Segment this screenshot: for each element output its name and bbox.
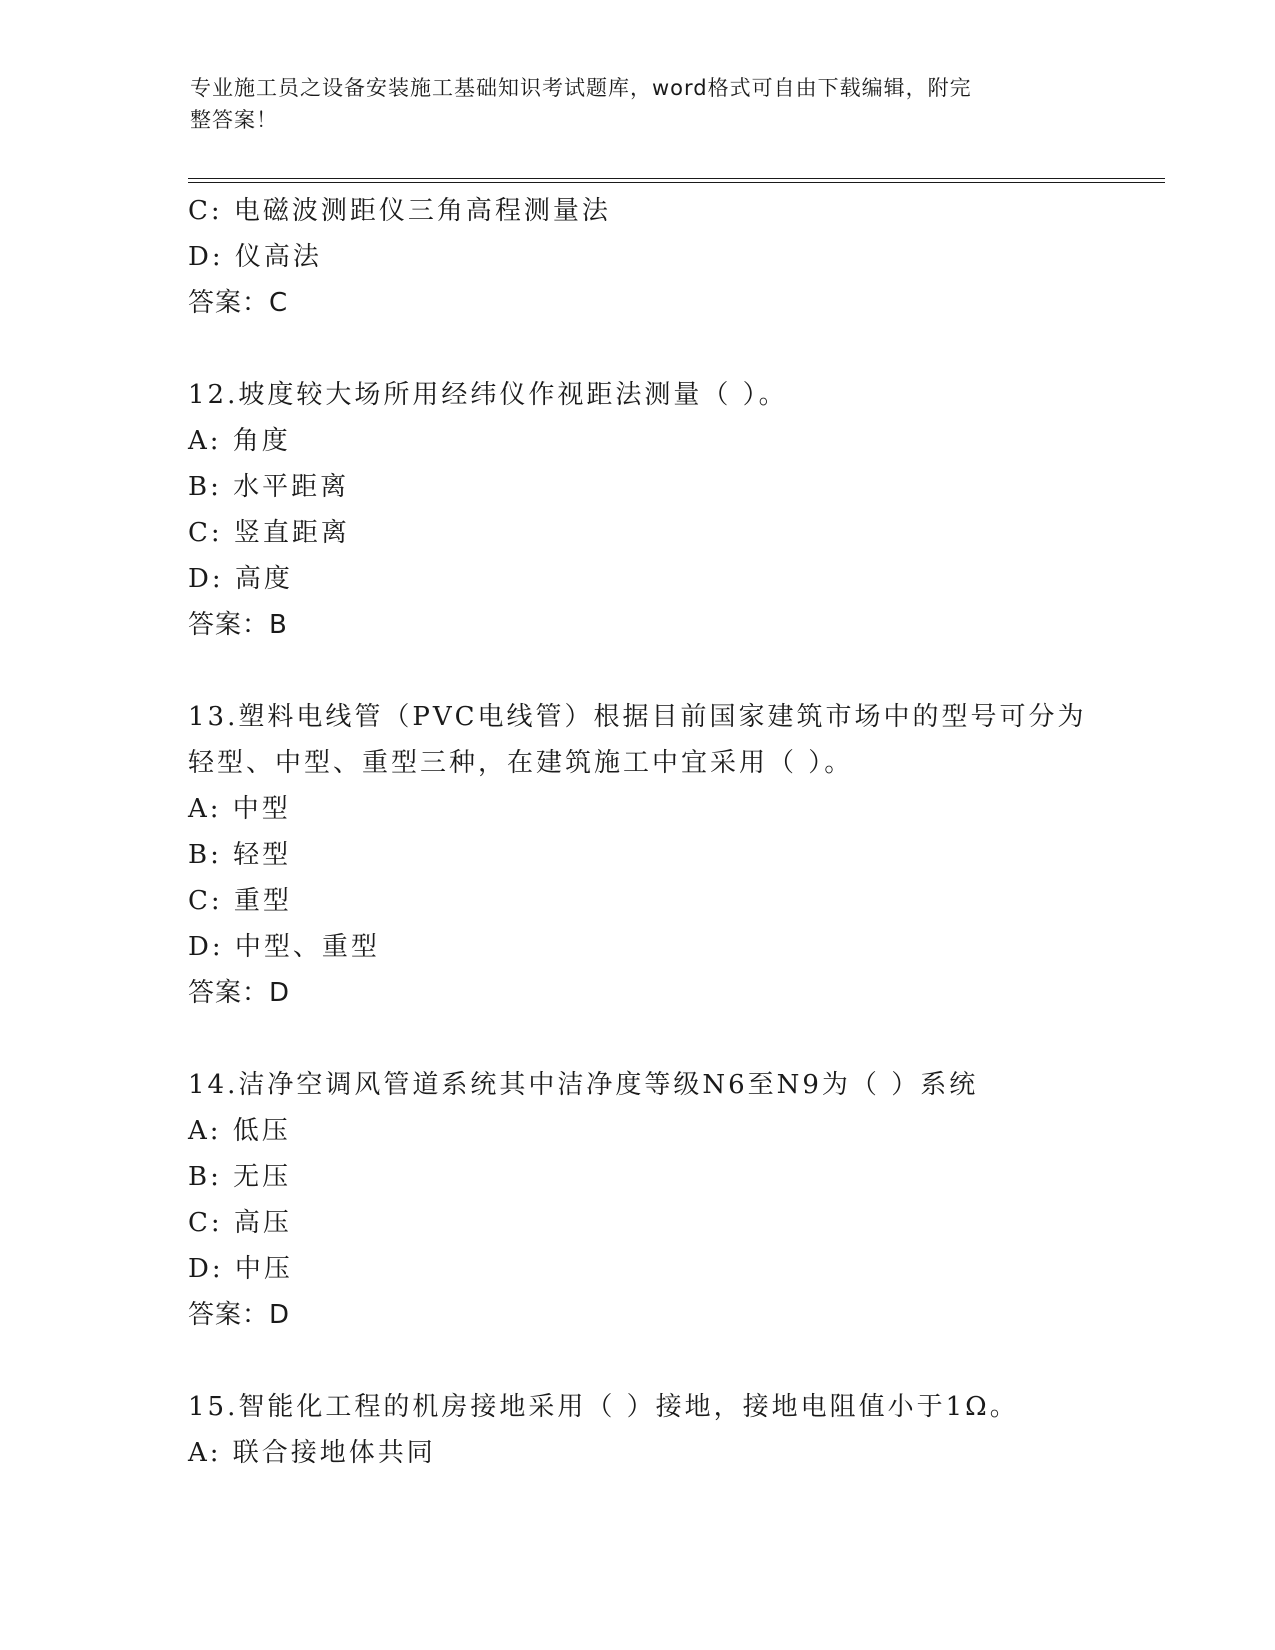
option-a: A: 联合接地体共同 xyxy=(188,1438,436,1468)
option-d: D: 高度 xyxy=(188,564,293,594)
question-list xyxy=(188,188,1148,1476)
header-rule-top xyxy=(188,178,1165,179)
answer: 答案：D xyxy=(188,1300,291,1330)
option-a: A: 低压 xyxy=(188,1116,291,1146)
header-line-2: 整答案！ xyxy=(190,108,278,132)
question-12 xyxy=(188,372,1148,648)
question-stem-line-2: 轻型、中型、重型三种，在建筑施工中宜采用（ ）。 xyxy=(188,748,854,778)
option-c: C: 重型 xyxy=(188,886,292,916)
question-stem: 14.洁净空调风管道系统其中洁净度等级N6至N9为（ ）系统 xyxy=(188,1070,979,1100)
spacer xyxy=(188,326,1148,372)
option-b: B: 无压 xyxy=(188,1162,292,1192)
option-c: C: 电磁波测距仪三角高程测量法 xyxy=(188,196,611,226)
option-a: A: 角度 xyxy=(188,426,291,456)
header-rule-bottom xyxy=(188,182,1165,183)
question-stem-line-1: 13.塑料电线管（PVC电线管）根据目前国家建筑市场中的型号可分为 xyxy=(188,702,1087,732)
spacer xyxy=(188,1016,1148,1062)
header-line-1: 专业施工员之设备安装施工基础知识考试题库，word格式可自由下载编辑，附完 xyxy=(190,76,972,100)
spacer xyxy=(188,1338,1148,1384)
question-stem: 12.坡度较大场所用经纬仪作视距法测量（ ）。 xyxy=(188,380,788,410)
answer: 答案：B xyxy=(188,610,288,640)
spacer xyxy=(188,648,1148,694)
option-a: A: 中型 xyxy=(188,794,291,824)
option-d: D: 中型、重型 xyxy=(188,932,380,962)
question-13 xyxy=(188,694,1148,1016)
option-d: D: 仪高法 xyxy=(188,242,322,272)
option-c: C: 竖直距离 xyxy=(188,518,350,548)
answer: 答案：D xyxy=(188,978,291,1008)
option-d: D: 中压 xyxy=(188,1254,293,1284)
document-header xyxy=(190,72,1070,136)
question-stem: 15.智能化工程的机房接地采用（ ）接地，接地电阻值小于1Ω。 xyxy=(188,1392,1019,1422)
question-15 xyxy=(188,1384,1148,1476)
option-b: B: 轻型 xyxy=(188,840,292,870)
question-14 xyxy=(188,1062,1148,1338)
option-b: B: 水平距离 xyxy=(188,472,350,502)
answer: 答案：C xyxy=(188,288,289,318)
option-c: C: 高压 xyxy=(188,1208,292,1238)
